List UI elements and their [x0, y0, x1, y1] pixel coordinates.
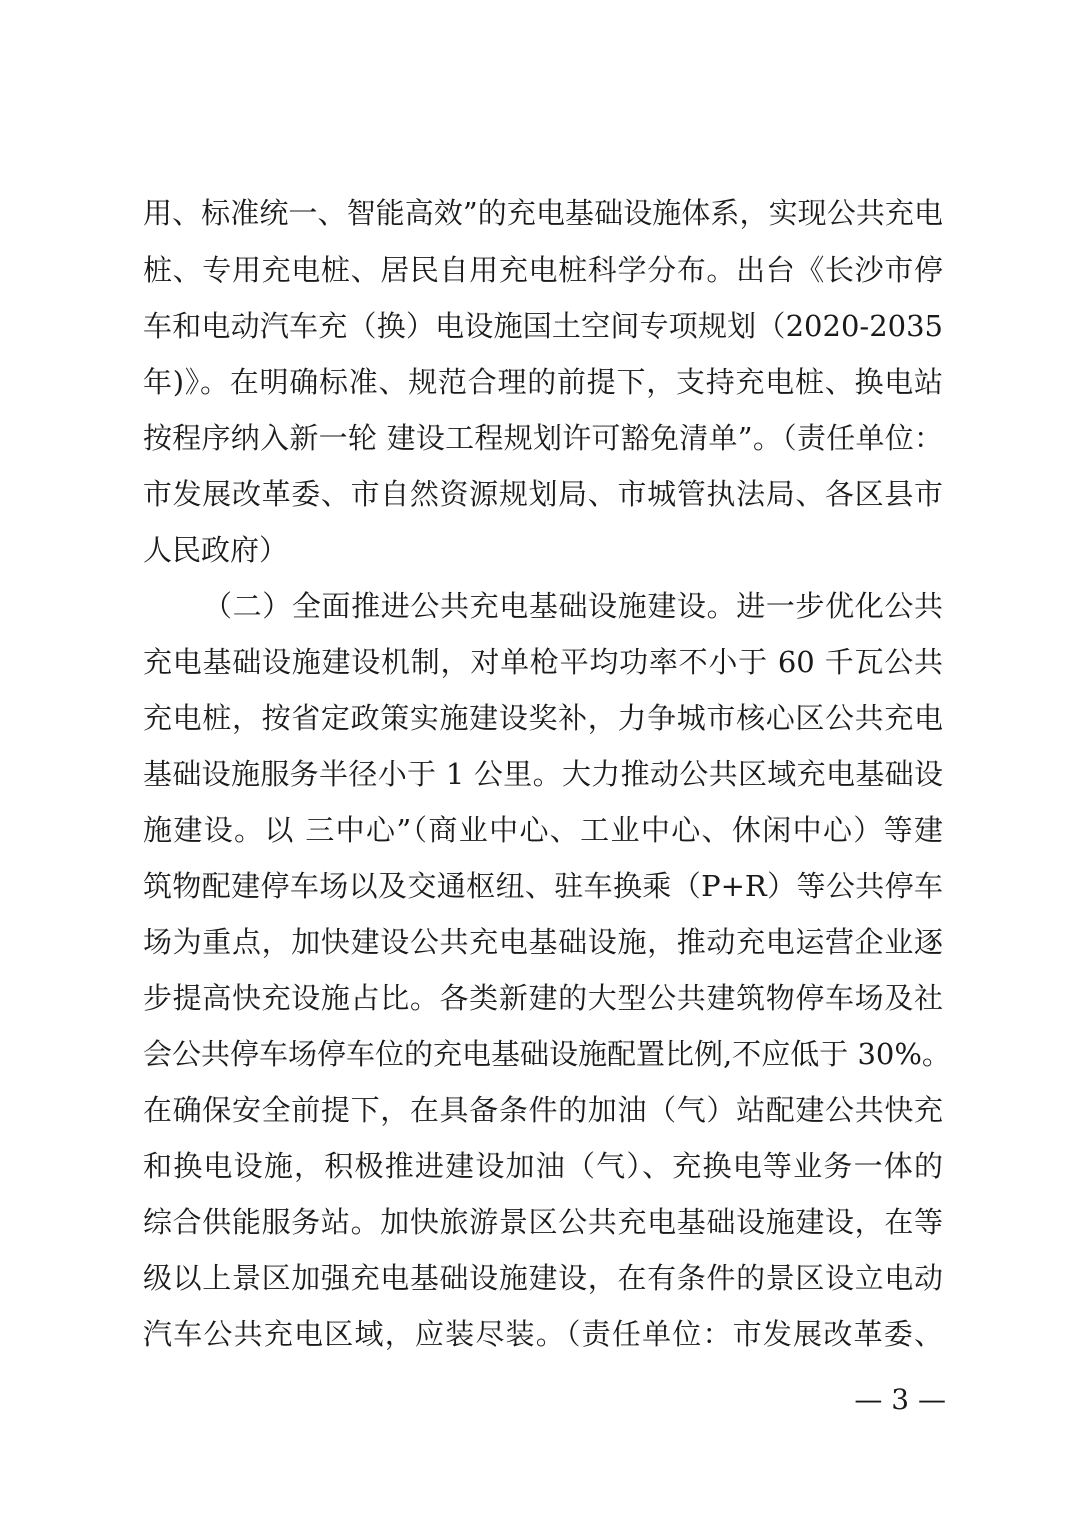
body-line-13: 筑物配建停车场以及交通枢纽、驻车换乘（P+R）等公共停车 — [143, 869, 943, 903]
body-line-12: 施建设。以 三中心”（商业中心、工业中心、休闲中心）等建 — [143, 813, 943, 847]
page-number: — 3 — — [854, 1383, 946, 1416]
body-line-11: 基础设施服务半径小于 1 公里。大力推动公共区域充电基础设 — [143, 757, 943, 791]
body-line-18: 和换电设施，积极推进建设加油（气）、充换电等业务一体的 — [143, 1149, 943, 1183]
body-line-6: 市发展改革委、市自然资源规划局、市城管执法局、各区县市 — [143, 477, 943, 511]
body-line-19: 综合供能服务站。加快旅游景区公共充电基础设施建设，在等 — [143, 1205, 943, 1239]
body-line-7: 人民政府） — [143, 533, 289, 567]
body-line-5: 按程序纳入新一轮 建设工程规划许可豁免清单”。（责任单位： — [143, 421, 943, 455]
body-line-10: 充电桩，按省定政策实施建设奖补，力争城市核心区公共充电 — [143, 701, 943, 735]
body-line-15: 步提高快充设施占比。各类新建的大型公共建筑物停车场及社 — [143, 981, 943, 1015]
body-line-9: 充电基础设施建设机制，对单枪平均功率不小于 60 千瓦公共 — [143, 645, 943, 679]
body-line-17: 在确保安全前提下，在具备条件的加油（气）站配建公共快充 — [143, 1093, 943, 1127]
body-line-1: 用、标准统一、智能高效”的充电基础设施体系，实现公共充电 — [143, 196, 943, 230]
body-line-20: 级以上景区加强充电基础设施建设，在有条件的景区设立电动 — [143, 1261, 943, 1295]
body-line-16: 会公共停车场停车位的充电基础设施配置比例,不应低于 30%。 — [143, 1037, 951, 1071]
body-line-3: 车和电动汽车充（换）电设施国土空间专项规划（2020-2035 — [143, 309, 943, 343]
body-line-4: 年)》。在明确标准、规范合理的前提下，支持充电桩、换电站 — [143, 365, 943, 399]
body-line-14: 场为重点，加快建设公共充电基础设施，推动充电运营企业逐 — [143, 925, 943, 959]
body-line-2: 桩、专用充电桩、居民自用充电桩科学分布。出台《长沙市停 — [143, 253, 943, 287]
section-heading-line: （二）全面推进公共充电基础设施建设。进一步优化公共 — [203, 589, 943, 623]
body-line-21: 汽车公共充电区域，应装尽装。（责任单位：市发展改革委、 — [143, 1317, 943, 1351]
